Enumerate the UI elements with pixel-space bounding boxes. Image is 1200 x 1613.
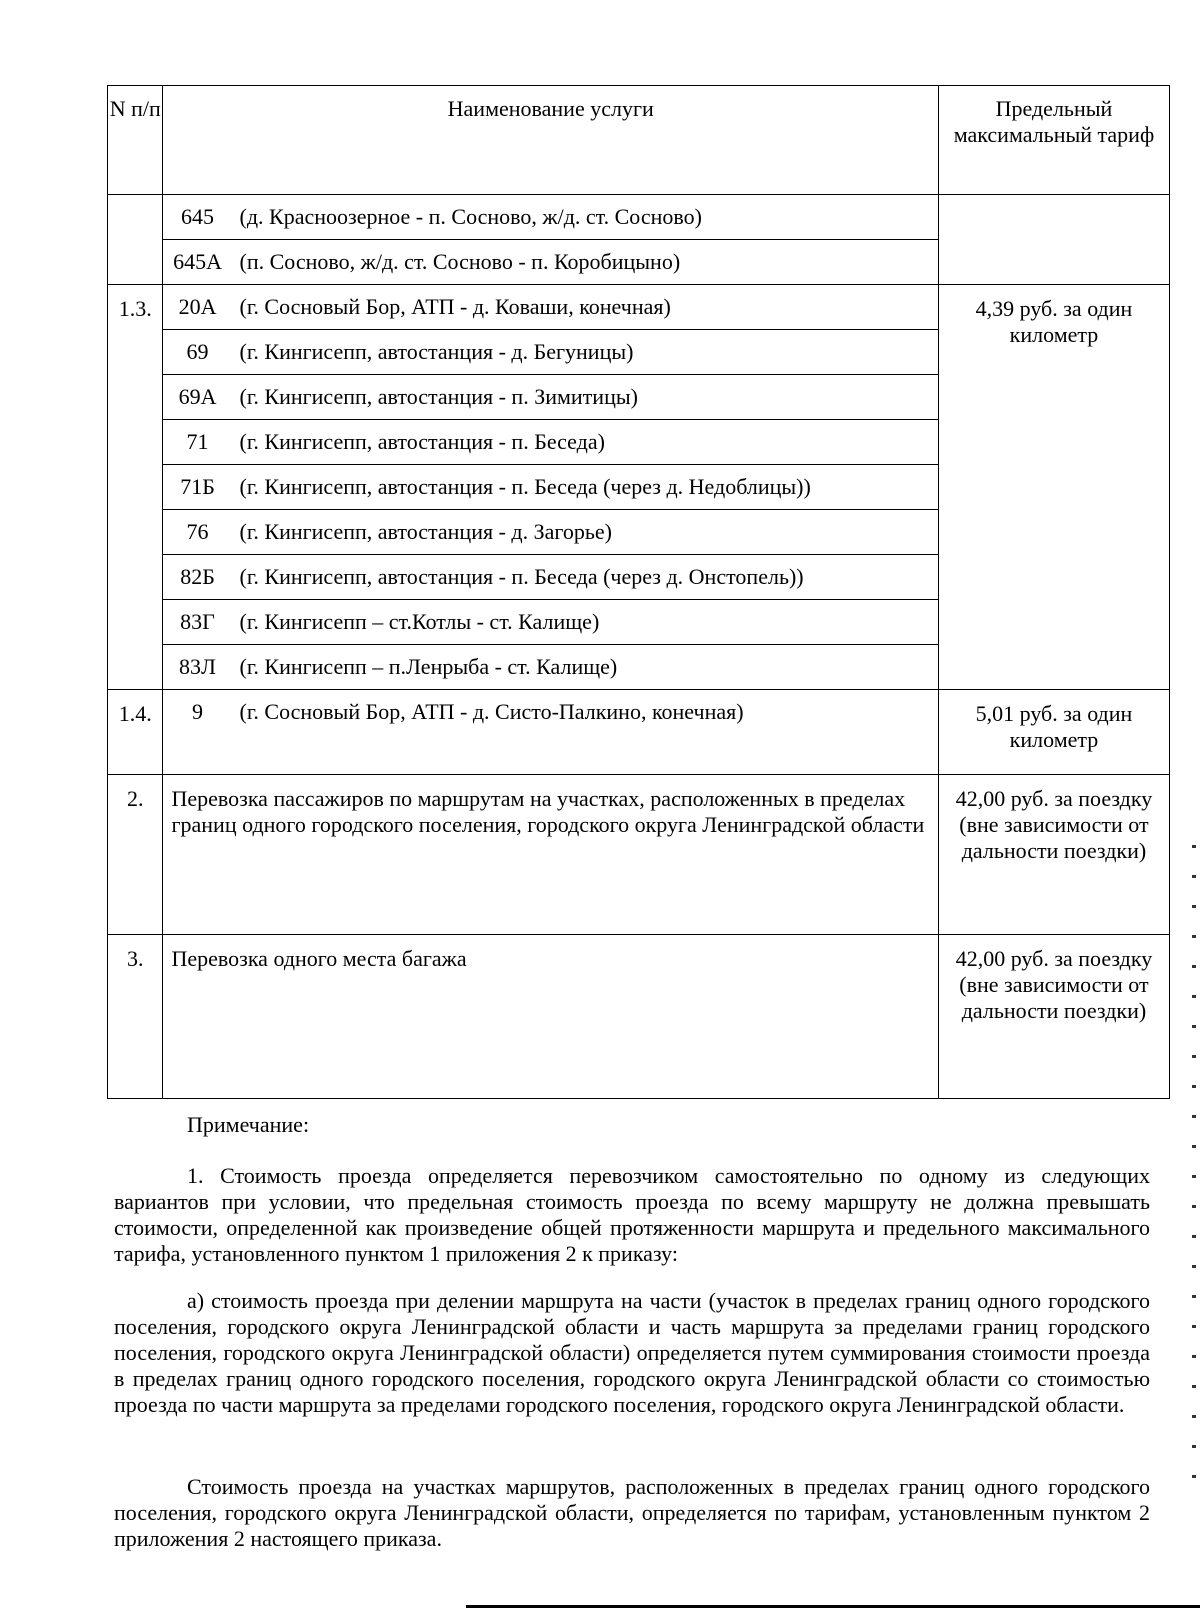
route-name: (г. Кингисепп, автостанция - п. Беседа (через д. Онстопель)): [232, 555, 939, 600]
header-number: N п/п: [108, 86, 163, 195]
table-row: [108, 690, 1170, 775]
notes-title: Примечание:: [187, 1112, 310, 1137]
row-number: 3.: [108, 935, 163, 1099]
route-code: 69А: [163, 375, 232, 420]
note-paragraph-3: [114, 1474, 1150, 1552]
route-name: (г. Кингисепп, автостанция - п. Зимитицы): [232, 375, 939, 420]
route-code: 69: [163, 330, 232, 375]
note-text: 1. Стоимость проезда определяется перевозчиком самостоятельно по одному из следующих вариантов при условии, что предельная стоимость проезда по всему маршруту не должна превышать стоимости, определенной как произведение общей протяженности маршрута и предельного максимального тарифа, установленного пунктом 1 приложения 2 к приказу:: [114, 1163, 1150, 1266]
note-paragraph-2: [114, 1288, 1150, 1418]
service-name: Перевозка одного места багажа: [163, 935, 938, 1099]
route-name: (п. Сосново, ж/д. ст. Сосново - п. Коробицыно): [232, 240, 939, 285]
tariff-value: 42,00 руб. за поездку (вне зависимости от дальности поездки): [938, 935, 1169, 1099]
row-number-empty: [108, 195, 163, 285]
bottom-rule: [466, 1605, 1200, 1608]
route-name: (г. Кингисепп – п.Ленрыба - ст. Калище): [232, 645, 939, 690]
route-code: 645А: [163, 240, 232, 285]
route-code: 83Л: [163, 645, 232, 690]
route-name: (д. Красноозерное - п. Сосново, ж/д. ст. Сосново): [232, 195, 939, 240]
route-name: (г. Сосновый Бор, АТП - д. Коваши, конечная): [232, 285, 939, 330]
tariff-value: 4,39 руб. за один километр: [938, 285, 1169, 690]
tariff-value: 42,00 руб. за поездку (вне зависимости от дальности поездки): [938, 775, 1169, 935]
route-code: 76: [163, 510, 232, 555]
table-row: [108, 195, 1170, 240]
route-code: 71Б: [163, 465, 232, 510]
route-name: (г. Кингисепп, автостанция - п. Беседа): [232, 420, 939, 465]
route-code: 9: [163, 690, 232, 775]
route-code: 71: [163, 420, 232, 465]
header-service: Наименование услуги: [163, 86, 938, 195]
route-name: (г. Кингисепп, автостанция - д. Бегуницы): [232, 330, 939, 375]
route-code: 82Б: [163, 555, 232, 600]
header-tariff: Предельный максимальный тариф: [938, 86, 1169, 195]
note-text: а) стоимость проезда при делении маршрута на части (участок в пределах границ одного городского поселения, городского округа Ленинградской области и часть маршрута за пределами границ городского поселения, городского округа Ленинградской области) определяется путем суммирования стоимости проезда в пределах границ одного городского поселения, городского округа Ленинградской области со стоимостью проезда по части маршрута за пределами городского поселения, городского округа Ленинградской области.: [114, 1288, 1150, 1417]
route-name: (г. Кингисепп, автостанция - д. Загорье): [232, 510, 939, 555]
row-number: 2.: [108, 775, 163, 935]
route-name: (г. Кингисепп, автостанция - п. Беседа (через д. Недоблицы)): [232, 465, 939, 510]
tariff-empty: [938, 195, 1169, 285]
service-name: Перевозка пассажиров по маршрутам на участках, расположенных в пределах границ одного городского поселения, городского округа Ленинградской области: [163, 775, 938, 935]
route-code: 83Г: [163, 600, 232, 645]
note-text: Стоимость проезда на участках маршрутов, расположенных в пределах границ одного городского поселения, городского округа Ленинградской области, определяется по тарифам, установленным пунктом 2 приложения 2 настоящего приказа.: [114, 1474, 1150, 1551]
route-code: 20А: [163, 285, 232, 330]
route-name: (г. Кингисепп – ст.Котлы - ст. Калище): [232, 600, 939, 645]
table-row: [108, 775, 1170, 935]
route-name: (г. Сосновый Бор, АТП - д. Систо-Палкино, конечная): [232, 690, 939, 775]
row-number: 1.4.: [108, 690, 163, 775]
row-number: 1.3.: [108, 285, 163, 690]
table-row: [108, 935, 1170, 1099]
table-header-row: [108, 86, 1170, 195]
route-code: 645: [163, 195, 232, 240]
tariff-value: 5,01 руб. за один километр: [938, 690, 1169, 775]
scan-edge-marks: [1192, 845, 1196, 1485]
note-paragraph-1: [114, 1163, 1150, 1267]
table-row: [108, 285, 1170, 330]
tariff-table: [107, 85, 1170, 1099]
